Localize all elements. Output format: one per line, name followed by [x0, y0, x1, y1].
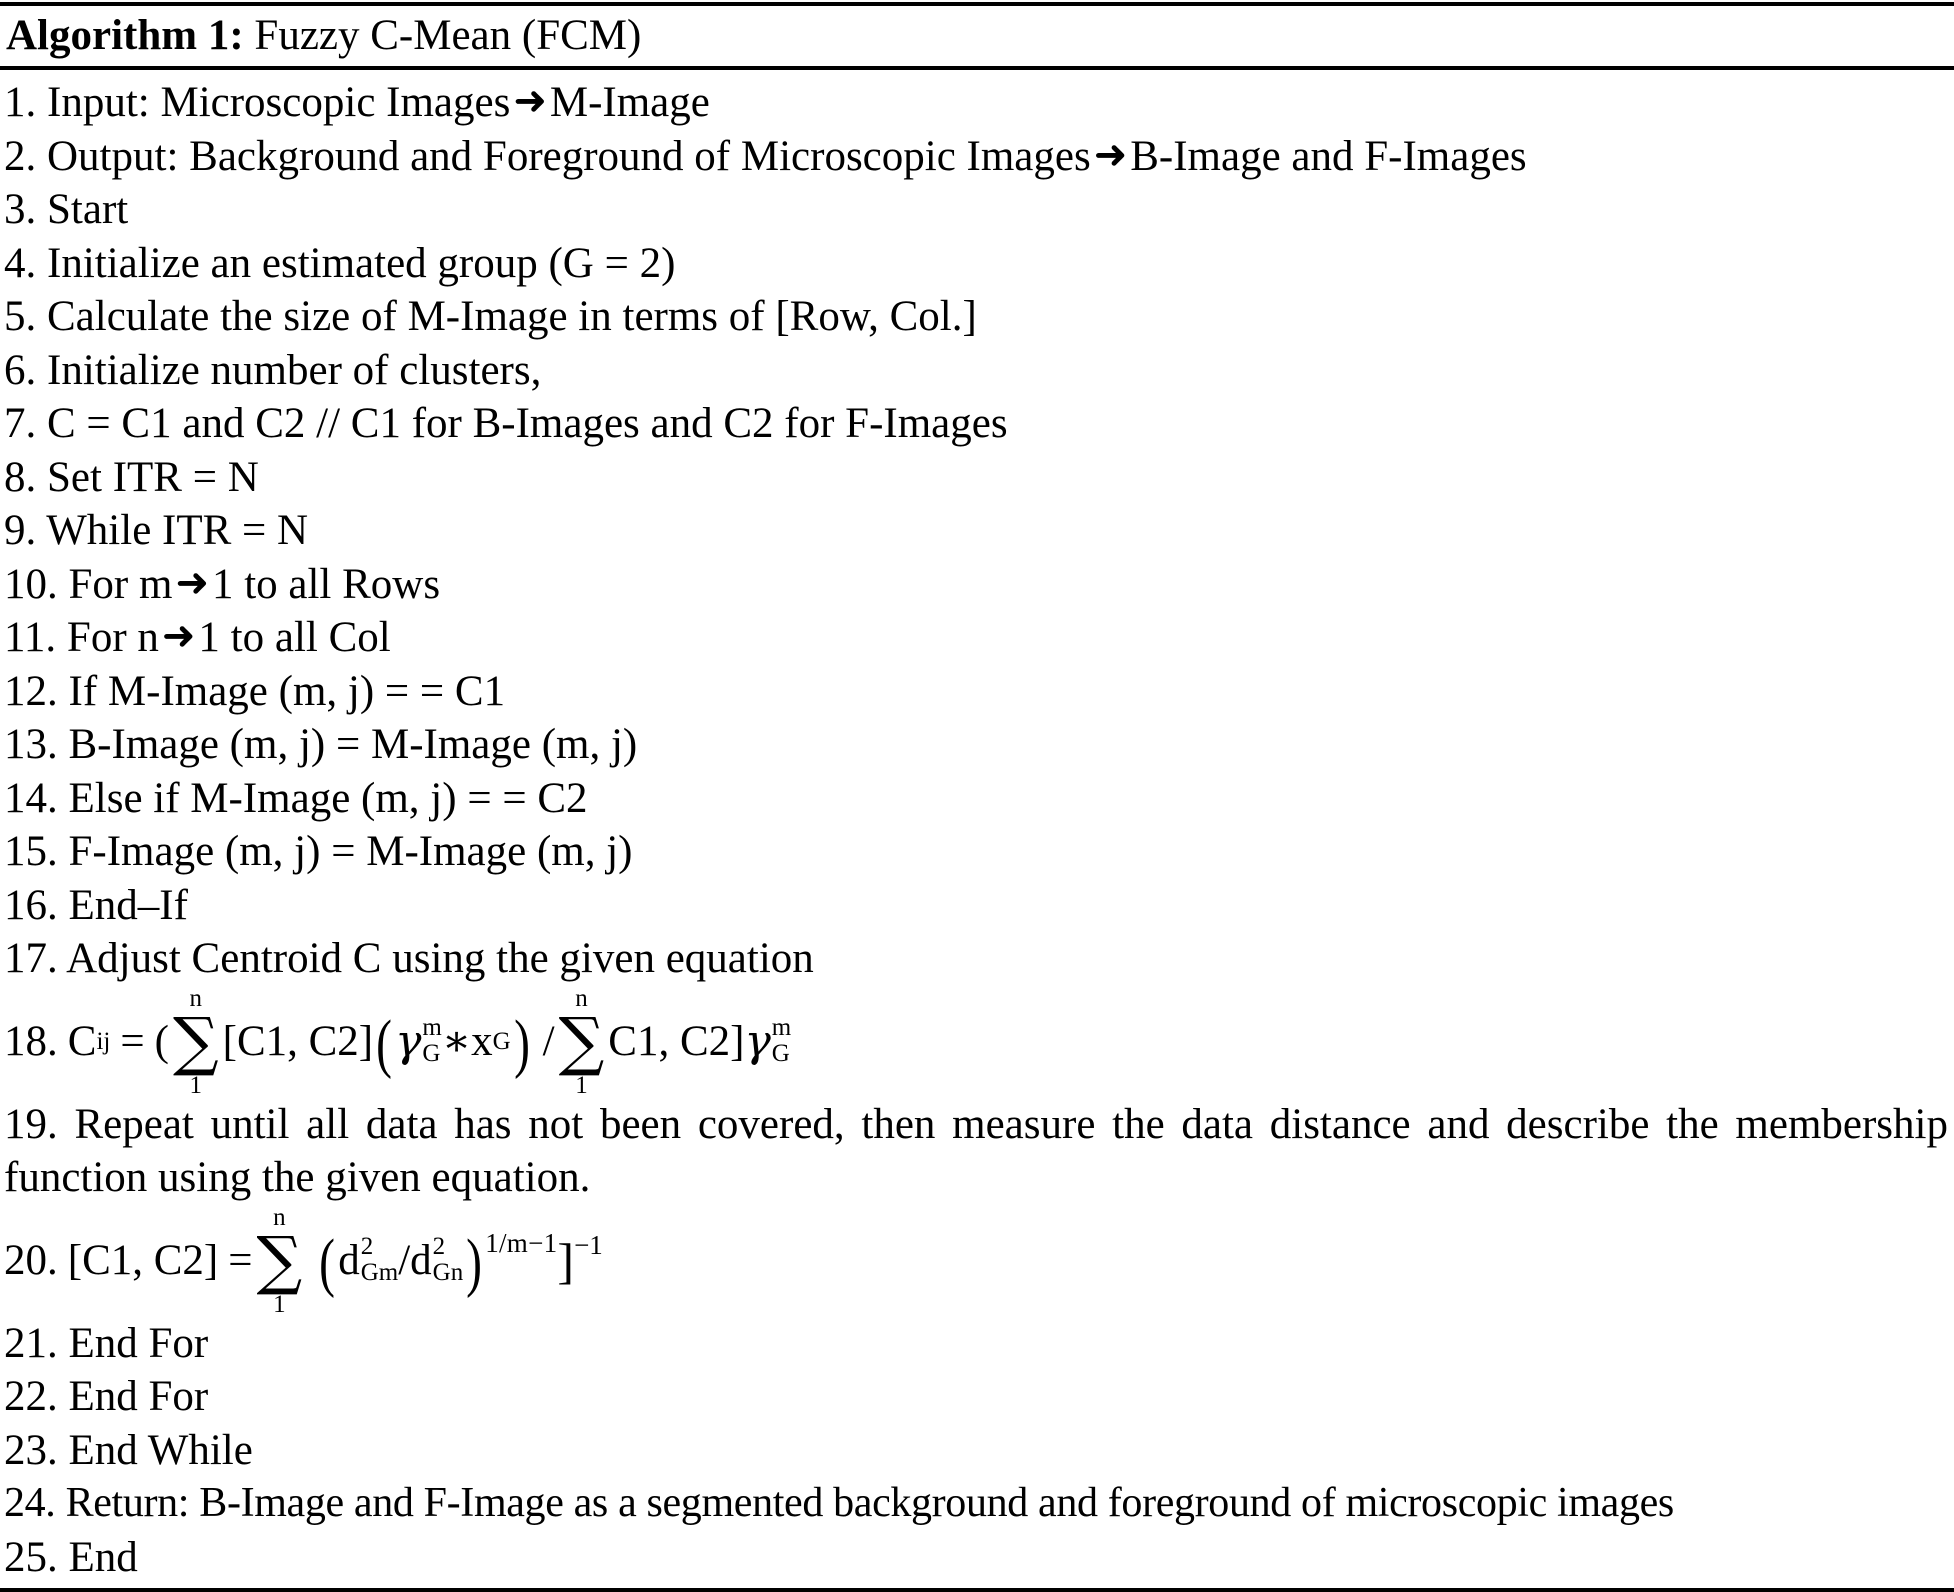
equation-20-lhs: [C1, C2] [67, 1236, 219, 1284]
step-5: 5. Calculate the size of M-Image in terms of [Row, Col.] [4, 293, 977, 340]
step-10-text: 10. For m [4, 560, 173, 608]
equation-18-gamma-sup: m [422, 1013, 442, 1041]
equation-20-exponent: 1/m−1 [485, 1227, 558, 1258]
equation-20-d2-subsup [433, 1234, 464, 1286]
step-10-target: 1 to all Rows [211, 560, 441, 608]
equation-20-d2-sub: Gn [432, 1258, 464, 1286]
step-6: 6. Initialize number of clusters, [4, 346, 542, 394]
equation-18-times: ∗ [441, 1017, 472, 1065]
equation-18-equals: = [120, 1017, 145, 1065]
step-2-text: 2. Output: Background and Foreground of Microscopic Images [4, 132, 1091, 180]
step-8: 8. Set ITR = N [4, 453, 259, 501]
equation-20-row [4, 1205, 603, 1317]
right-arrow-icon: ➜ [161, 613, 196, 658]
equation-18-group-close: ) [513, 1006, 530, 1080]
summation-1 [173, 986, 219, 1098]
equation-20-d1-sup: 2 [360, 1232, 374, 1260]
step-16: 16. End–If [4, 881, 188, 929]
equation-18-lhs: C [67, 1017, 97, 1065]
equation-18-gamma2-subsup [772, 1015, 791, 1067]
equation-18-gamma2-sub: G [771, 1039, 790, 1067]
equation-18-gamma2-sup: m [771, 1013, 792, 1041]
step-19: 19. Repeat until all data has not been covered, then measure the data distance and describe the membership function using the given equation. [4, 1100, 1948, 1201]
summation-2-upper: n [575, 984, 588, 1012]
equation-20-d1-subsup [361, 1234, 399, 1286]
summation-3 [257, 1205, 303, 1317]
equation-18-number: 18. [4, 1017, 58, 1065]
step-11 [4, 611, 1950, 665]
step-25: 25. End [4, 1533, 138, 1581]
equation-18-gamma-subsup [422, 1015, 441, 1067]
equation-18-gamma: γ [395, 1015, 422, 1067]
step-2-target: B-Image and F-Images [1130, 132, 1527, 180]
summation-1-upper: n [189, 984, 203, 1012]
bottom-rule [0, 1588, 1954, 1592]
step-15: 15. F-Image (m, j) = M-Image (m, j) [4, 828, 633, 875]
step-4: 4. Initialize an estimated group (G = 2) [4, 239, 676, 287]
summation-3-upper: n [273, 1203, 286, 1231]
step-1-text: 1. Input: Microscopic Images [4, 79, 511, 126]
step-1-target: M-Image [549, 79, 710, 126]
summation-3-lower: 1 [273, 1290, 286, 1318]
step-11-target: 1 to all Col [198, 614, 391, 661]
summation-2 [559, 986, 605, 1098]
step-13: 13. B-Image (m, j) = M-Image (m, j) [4, 721, 638, 768]
step-24: 24. Return: B-Image and F-Image as a segmented background and foreground of microscopic images [4, 1480, 1674, 1526]
step-11-text: 11. For n [4, 614, 159, 661]
step-17: 17. Adjust Centroid C using the given equation [4, 935, 814, 982]
equation-20-d2-sup: 2 [432, 1232, 446, 1260]
equation-20-group-close: ) [466, 1225, 483, 1299]
equation-18-divide: / [542, 1017, 555, 1065]
equation-18-bracket-terms-1: [C1, C2] [222, 1017, 374, 1065]
equation-20-number: 20. [4, 1236, 58, 1284]
sigma-icon: ∑ [172, 1004, 219, 1079]
equation-20-d1-sub: Gm [360, 1258, 399, 1286]
step-21: 21. End For [4, 1319, 209, 1367]
equation-20-final-exponent: −1 [574, 1229, 603, 1260]
equation-18-row: 18. C ij = ( n ∑ 1 [C1, C2] ( γ m G ∗ x G ) / n ∑ 1 C1, C2] γ m G [4, 984, 792, 1099]
summation-2-lower: 1 [575, 1071, 588, 1099]
step-1 [4, 76, 1950, 130]
right-arrow-icon: ➜ [1093, 131, 1128, 177]
equation-20-d2: d [410, 1236, 432, 1284]
sigma-icon: ∑ [256, 1223, 303, 1298]
equation-20-close-bracket: ] [557, 1232, 575, 1289]
equation-20-divide: / [398, 1236, 411, 1284]
algorithm-caption-label: Algorithm 1: [6, 12, 244, 59]
equation-20-d1: d [338, 1236, 360, 1284]
equation-18-gamma-sub: G [422, 1039, 441, 1067]
step-3: 3. Start [4, 186, 129, 233]
equation-20-group-open: ( [319, 1225, 336, 1299]
step-22: 22. End For [4, 1373, 209, 1420]
step-12: 12. If M-Image (m, j) = = C1 [4, 667, 506, 715]
equation-18-group-open: ( [376, 1006, 393, 1080]
summation-1-lower: 1 [189, 1071, 203, 1099]
right-arrow-icon: ➜ [175, 559, 209, 605]
step-23: 23. End While [4, 1426, 253, 1474]
equation-18-bracket-terms-2: C1, C2] [608, 1017, 745, 1065]
step-14: 14. Else if M-Image (m, j) = = C2 [4, 774, 588, 822]
step-2 [4, 130, 1950, 184]
step-20-equation [4, 1205, 1950, 1317]
step-10 [4, 558, 1950, 612]
sigma-icon: ∑ [558, 1004, 605, 1079]
equation-20-equals: = [228, 1236, 253, 1284]
equation-18-gamma2: γ [744, 1015, 771, 1067]
right-arrow-icon: ➜ [513, 78, 547, 123]
equation-18-x: x [471, 1017, 493, 1065]
step-7: 7. C = C1 and C2 // C1 for B-Images and C2 for F-Images [4, 400, 1008, 447]
step-18-equation [4, 986, 1950, 1098]
step-9: 9. While ITR = N [4, 507, 309, 554]
algorithm-steps [0, 70, 1954, 1588]
algorithm-block [0, 2, 1954, 1592]
equation-18-open-paren: ( [154, 1017, 169, 1065]
algorithm-caption [0, 6, 1954, 66]
algorithm-caption-title: Fuzzy C-Mean (FCM) [254, 12, 642, 59]
